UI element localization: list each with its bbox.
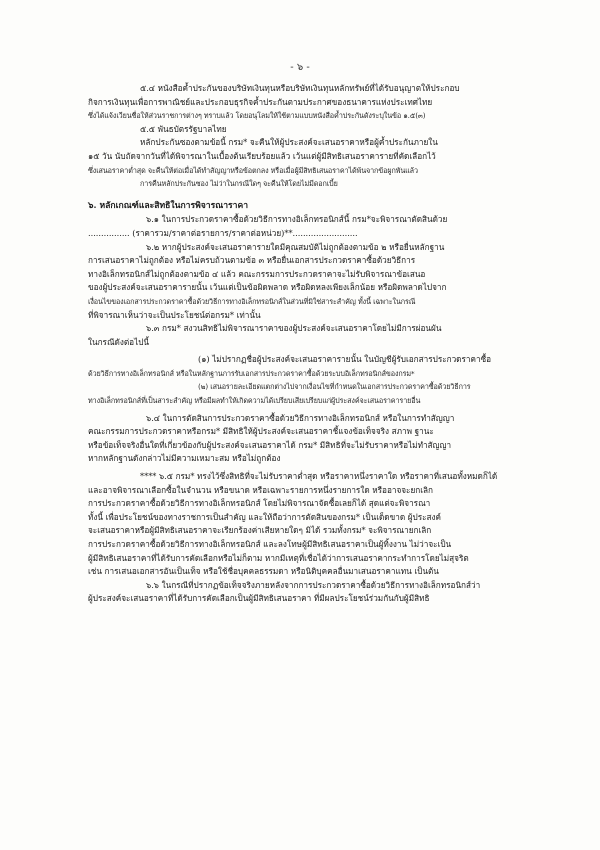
p6-5-line-6: การประกวดราคาซื้อด้วยวิธีการทางอิเล็กทรอนิกส์ และลงโทษผู้มีสิทธิเสนอราคาเป็นผู้ทิ้งงาน ไม่ว่าจะเป็น (88, 539, 452, 549)
item-1-line-2: ด้วยวิธีการทางอิเล็กทรอนิกส์ หรือในหลักฐานการรับเอกสารประกวดราคาซื้อด้วยระบบอิเล็กทรอนิกส์ของกรม* (88, 368, 415, 378)
document-body (88, 82, 538, 606)
p6-5-line-1: **** ๖.๕ กรม* ทรงไว้ซึ่งสิทธิที่จะไม่รับราคาต่ำสุด หรือราคาหนึ่งราคาใด หรือราคาที่เสนอทั้งหมดก็ได้ (140, 471, 498, 482)
sec-5-4-line-2: กิจการเงินทุนเพื่อการพาณิชย์และประกอบธุรกิจค้ำประกันตามประกาศของธนาคารแห่งประเทศไทย (88, 96, 433, 107)
item-1-line-1: (๑) ไม่ปรากฏชื่อผู้ประสงค์จะเสนอราคารายนั้น ในบัญชีผู้รับเอกสารประกวดราคาซื้อ (198, 354, 492, 365)
p6-6-line-1: ๖.๖ ในกรณีที่ปรากฏข้อเท็จจริงภายหลังจากการประกวดราคาซื้อด้วยวิธีการทางอิเล็กทรอนิกส์ว่า (146, 579, 481, 590)
p6-5-line-5: จะเสนอราคาหรือผู้มีสิทธิเสนอราคาจะเรียกร้องค่าเสียหายใดๆ มิได้ รวมทั้งกรม* จะพิจารณายกเลิก (88, 525, 432, 536)
p6-4-line-2: คณะกรรมการประกวดราคาหรือกรม* มีสิทธิให้ผู้ประสงค์จะเสนอราคาชี้แจงข้อเท็จจริง สภาพ ฐานะ (88, 426, 434, 437)
p6-4-line-1: ๖.๔ ในการตัดสินการประกวดราคาซื้อด้วยวิธีการทางอิเล็กทรอนิกส์ หรือในการทำสัญญา (146, 412, 455, 423)
guarantee-para-line-1: หลักประกันซองตามข้อนี้ กรม* จะคืนให้ผู้ประสงค์จะเสนอราคาหรือผู้ค้ำประกันภายใน (140, 137, 438, 148)
p6-6-line-2: ผู้ประสงค์จะเสนอราคาที่ได้รับการคัดเลือกเป็นผู้มีสิทธิเสนอราคา ที่มีผลประโยชน์ร่วมกันกับผู้มีสิทธิ (88, 593, 430, 604)
sec-5-4-line-1: ๕.๔ หนังสือค้ำประกันของบริษัทเงินทุนหรือบริษัทเงินทุนหลักทรัพย์ที่ได้รับอนุญาตให้ประกอบ (140, 83, 460, 93)
p6-5-line-2: และอาจพิจารณาเลือกซื้อในจำนวน หรือขนาด หรือเฉพาะรายการหนึ่งรายการใด หรืออาจจะยกเลิก (88, 484, 433, 495)
p6-5-line-7: ผู้มีสิทธิเสนอราคาที่ได้รับการคัดเลือกหรือไม่ก็ตาม หากมีเหตุที่เชื่อได้ว่าการเสนอราคากระทำการโดยไม่สุจริต (88, 552, 469, 563)
p6-2-line-6: ที่พิจารณาเห็นว่าจะเป็นประโยชน์ต่อกรม* เท่านั้น (88, 309, 261, 320)
guarantee-para-line-4: การคืนหลักประกันซอง ไม่ว่าในกรณีใดๆ จะคืนให้โดยไม่มีดอกเบี้ย (140, 179, 338, 189)
p6-2-line-1: ๖.๒ หากผู้ประสงค์จะเสนอราคารายใดมีคุณสมบัติไม่ถูกต้องตามข้อ ๒ หรือยื่นหลักฐาน (146, 241, 445, 252)
p6-2-line-4: ของผู้ประสงค์จะเสนอราคารายนั้น เว้นแต่เป็นข้อผิดพลาด หรือผิดหลงเพียงเล็กน้อย หรือผิดพลาดไปจาก (88, 282, 447, 293)
sec-5-4-line-3: ซึ่งได้แจ้งเวียนชื่อให้ส่วนราชการต่างๆ ทราบแล้ว โดยอนุโลมให้ใช้ตามแบบหนังสือค้ำประกันดังระบุในข้อ ๑.๕(๓) (88, 111, 426, 121)
p6-3-line-1: ๖.๓ กรม* สงวนสิทธิไม่พิจารณาราคาของผู้ประสงค์จะเสนอราคาโดยไม่มีการผ่อนผัน (146, 323, 442, 334)
item-2-line-2: ทางอิเล็กทรอนิกส์ที่เป็นสาระสำคัญ หรือมีผลทำให้เกิดความได้เปรียบเสียเปรียบแก่ผู้ประสงค์จะเสนอราคารายอื่น (88, 396, 421, 406)
p6-5-line-3: การประกวดราคาซื้อด้วยวิธีการทางอิเล็กทรอนิกส์ โดยไม่พิจารณาจัดซื้อเลยก็ได้ สุดแต่จะพิจารณา (88, 498, 431, 509)
p6-5-line-8: เช่น การเสนอเอกสารอันเป็นเท็จ หรือใช้ชื่อบุคคลธรรมดา หรือนิติบุคคลอื่นมาเสนอราคาแทน เป็นต้น (88, 566, 439, 577)
guarantee-para-line-2: ๑๕ วัน นับถัดจากวันที่ได้พิจารณาในเบื้องต้นเรียบร้อยแล้ว เว้นแต่ผู้มีสิทธิเสนอราคารายที่คัดเลือกไว้ (88, 150, 436, 161)
section-6-heading: ๖. หลักเกณฑ์และสิทธิในการพิจารณาราคา (88, 200, 249, 211)
p6-1-line-2: ................ (ราคารวม/ราคาต่อรายการ/ราคาต่อหน่วย)**......................... (88, 227, 358, 238)
p6-1-line-1: ๖.๑ ในการประกวดราคาซื้อด้วยวิธีการทางอิเล็กทรอนิกส์นี้ กรม*จะพิจารณาตัดสินด้วย (146, 214, 448, 225)
p6-4-line-3: หรือข้อเท็จจริงอื่นใดที่เกี่ยวข้องกับผู้ประสงค์จะเสนอราคาได้ กรม* มีสิทธิที่จะไม่รับราคาหรือไม่ทำสัญญา (88, 439, 452, 450)
page-number: - ๖ - (290, 62, 310, 73)
p6-3-line-2: ในกรณีดังต่อไปนี้ (88, 336, 150, 347)
p6-5-line-4: ทั้งนี้ เพื่อประโยชน์ของทางราชการเป็นสำคัญ และให้ถือว่าการตัดสินของกรม* เป็นเด็ดขาด ผู้ประสงค์ (88, 511, 441, 522)
p6-2-line-3: ทางอิเล็กทรอนิกส์ไม่ถูกต้องตามข้อ ๔ แล้ว คณะกรรมการประกวดราคาจะไม่รับพิจารณาข้อเสนอ (88, 268, 426, 279)
guarantee-para-line-3: ซึ่งเสนอราคาต่ำสุด จะคืนให้ต่อเมื่อได้ทำสัญญาหรือข้อตกลง หรือเมื่อผู้มีสิทธิเสนอราคาได้พ้นจากข้อผูกพันแล้ว (88, 165, 418, 175)
p6-2-line-5: เงื่อนไขของเอกสารประกวดราคาซื้อด้วยวิธีการทางอิเล็กทรอนิกส์ในส่วนที่มิใช่สาระสำคัญ ทั้งนี้ เฉพาะในกรณี (88, 296, 416, 306)
item-2-line-1: (๒) เสนอรายละเอียดแตกต่างไปจากเงื่อนไขที่กำหนดในเอกสารประกวดราคาซื้อด้วยวิธีการ (198, 382, 471, 392)
p6-2-line-2: การเสนอราคาไม่ถูกต้อง หรือไม่ครบถ้วนตามข้อ ๓ หรือยื่นเอกสารประกวดราคาซื้อด้วยวิธีการ (88, 255, 416, 266)
sec-5-5: ๕.๕ พันธบัตรรัฐบาลไทย (140, 123, 227, 134)
p6-4-line-4: หากหลักฐานดังกล่าวไม่มีความเหมาะสม หรือไม่ถูกต้อง (88, 453, 281, 464)
